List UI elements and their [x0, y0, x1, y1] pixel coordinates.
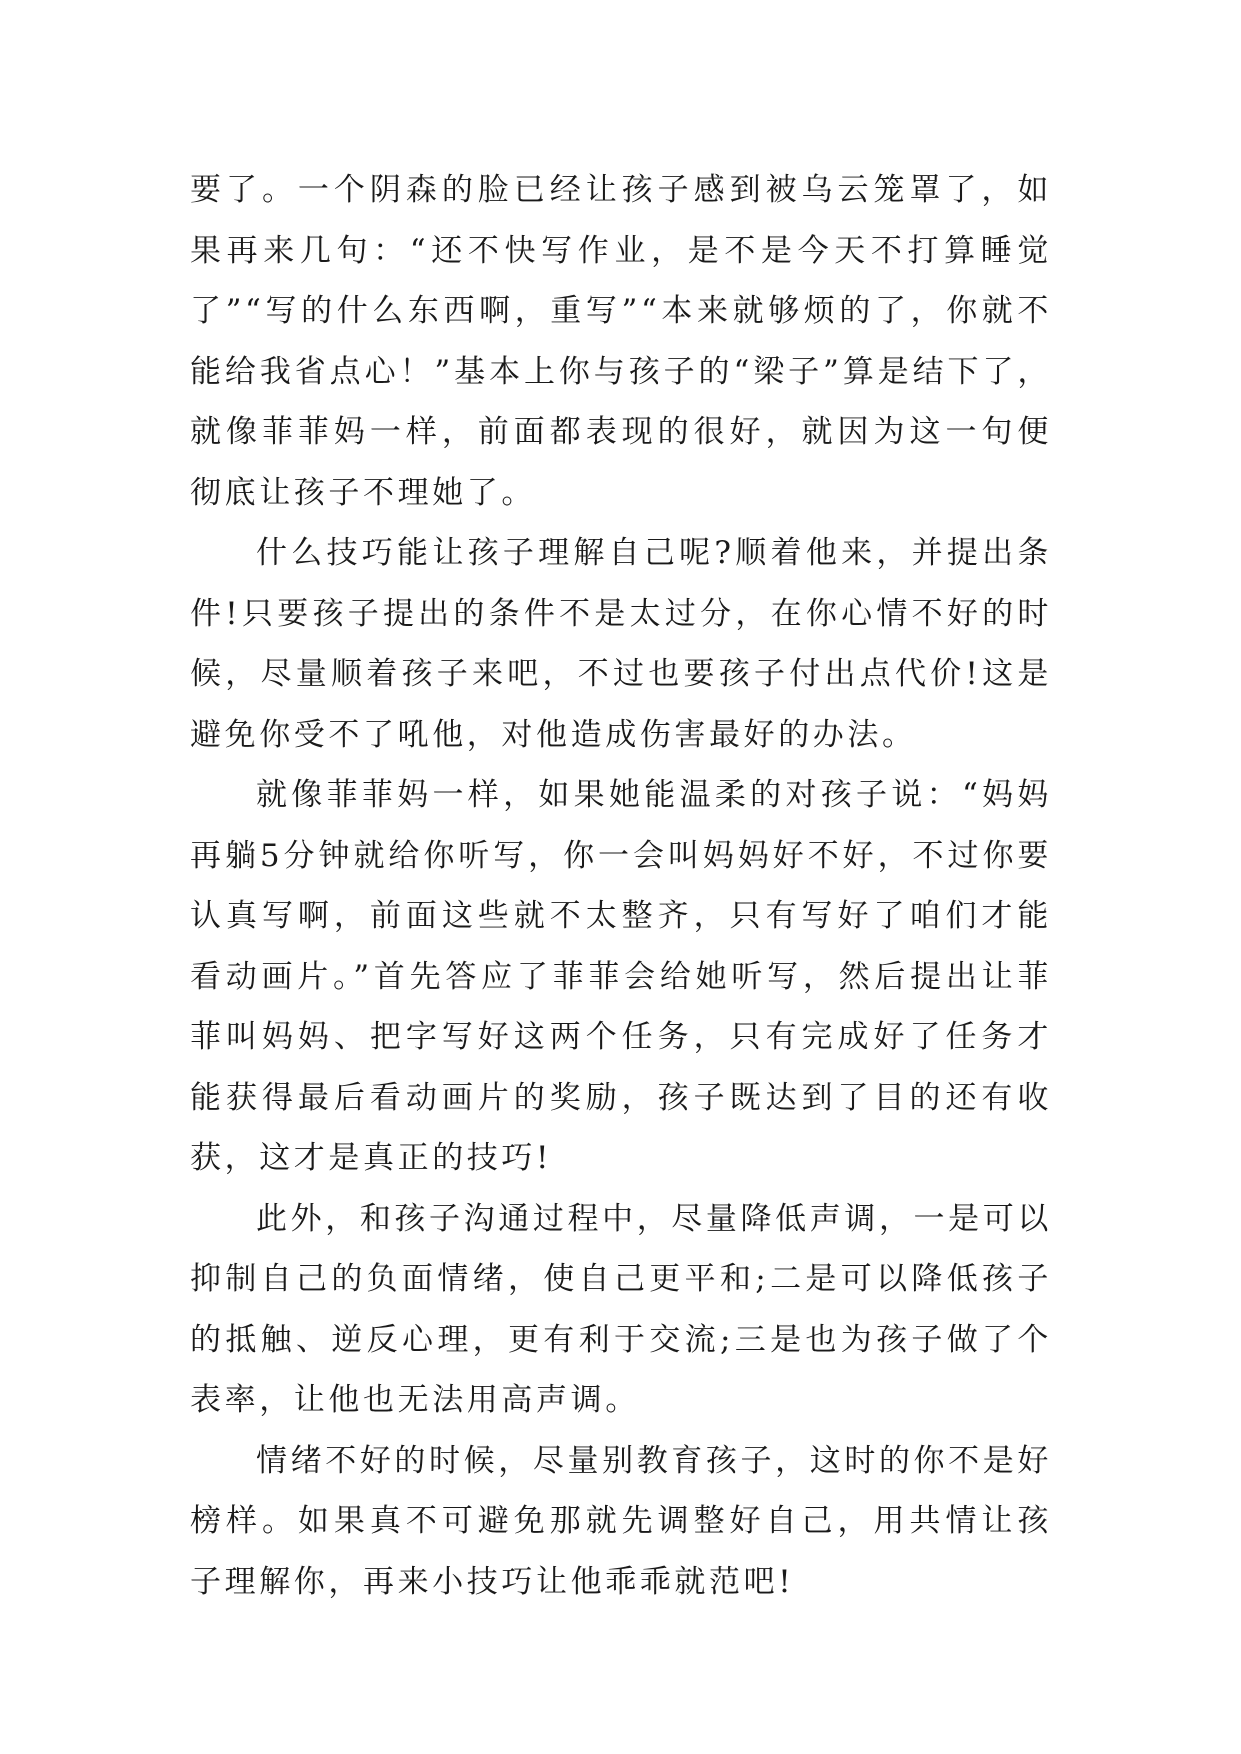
document-body	[190, 160, 1052, 1612]
paragraph-1: 要了。一个阴森的脸已经让孩子感到被乌云笼罩了，如果再来几句：“还不快写作业，是不是今天不打算睡觉了”“写的什么东西啊，重写”“本来就够烦的了，你就不能给我省点心！”基本上你与孩子的“梁子”算是结下了，就像菲菲妈一样，前面都表现的很好，就因为这一句便彻底让孩子不理她了。	[190, 172, 1052, 511]
paragraph-2: 什么技巧能让孩子理解自己呢?顺着他来，并提出条件!只要孩子提出的条件不是太过分，在你心情不好的时候，尽量顺着孩子来吧，不过也要孩子付出点代价!这是避免你受不了吼他，对他造成伤害最好的办法。	[190, 535, 1052, 753]
paragraph-5: 情绪不好的时候，尽量别教育孩子，这时的你不是好榜样。如果真不可避免那就先调整好自己，用共情让孩子理解你，再来小技巧让他乖乖就范吧!	[190, 1442, 1052, 1600]
paragraph-4: 此外，和孩子沟通过程中，尽量降低声调，一是可以抑制自己的负面情绪，使自己更平和;二是可以降低孩子的抵触、逆反心理，更有利于交流;三是也为孩子做了个表率，让他也无法用高声调。	[190, 1200, 1052, 1418]
paragraph-3: 就像菲菲妈一样，如果她能温柔的对孩子说：“妈妈再躺5分钟就给你听写，你一会叫妈妈好不好，不过你要认真写啊，前面这些就不太整齐，只有写好了咱们才能看动画片。”首先答应了菲菲会给她听写，然后提出让菲菲叫妈妈、把字写好这两个任务，只有完成好了任务才能获得最后看动画片的奖励，孩子既达到了目的还有收获，这才是真正的技巧!	[190, 777, 1052, 1176]
